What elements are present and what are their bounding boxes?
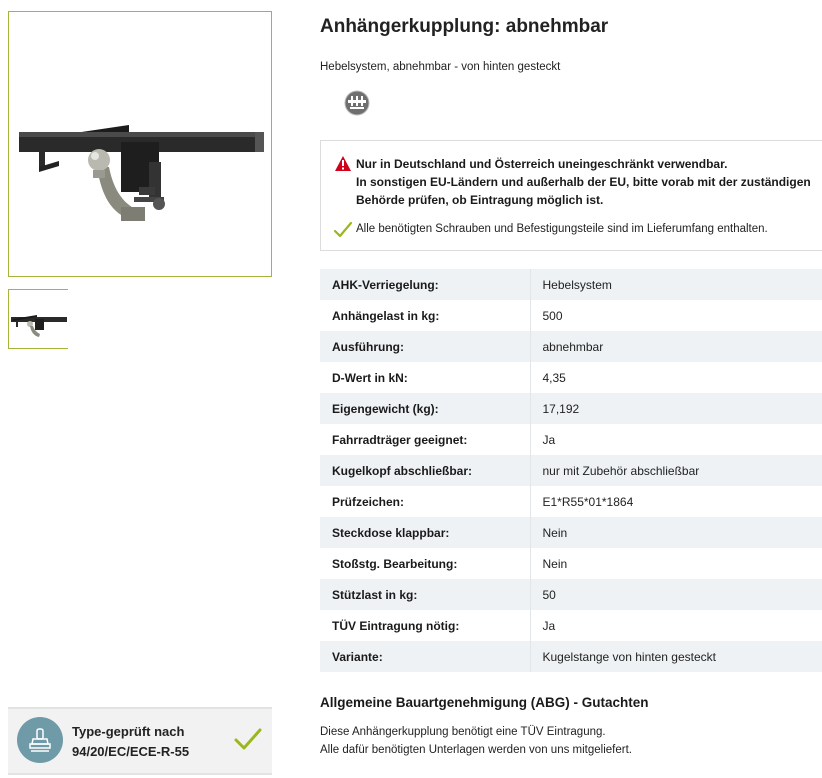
product-subtitle: Hebelsystem, abnehmbar - von hinten gesteckt	[320, 61, 561, 73]
spec-value: Ja	[530, 610, 822, 641]
check-icon	[234, 727, 262, 751]
warning-icon	[335, 156, 351, 171]
spec-label: Kugelkopf abschließbar:	[320, 455, 530, 486]
stamp-icon	[17, 717, 63, 763]
included-parts-text: Alle benötigten Schrauben und Befestigungsteile sind im Lieferumfang enthalten.	[356, 223, 768, 235]
spec-value: Kugelstange von hinten gesteckt	[530, 641, 822, 672]
specs-table	[320, 269, 822, 672]
lever-system-icon	[344, 90, 370, 116]
type-approval-text	[72, 722, 222, 762]
table-row	[320, 610, 822, 641]
towbar-product-image	[9, 12, 271, 276]
warning-line-1: Nur in Deutschland und Österreich uneingeschränkt verwendbar.	[356, 157, 728, 171]
spec-label: Fahrradträger geeignet:	[320, 424, 530, 455]
spec-value: E1*R55*01*1864	[530, 486, 822, 517]
table-row	[320, 548, 822, 579]
spec-label: Prüfzeichen:	[320, 486, 530, 517]
spec-label: Variante:	[320, 641, 530, 672]
warning-text	[356, 155, 821, 209]
table-row	[320, 331, 822, 362]
spec-label: AHK-Verriegelung:	[320, 269, 530, 300]
towbar-thumbnail-image	[9, 290, 68, 349]
check-icon	[333, 221, 353, 239]
table-row	[320, 362, 822, 393]
spec-label: Eigengewicht (kg):	[320, 393, 530, 424]
spec-label: Stoßstg. Bearbeitung:	[320, 548, 530, 579]
abg-text-line-2: Alle dafür benötigten Unterlagen werden von uns mitgeliefert.	[320, 744, 632, 756]
type-approval-line1: Type-geprüft nach	[72, 724, 185, 739]
warning-line-3: Behörde prüfen, ob Eintragung möglich ist.	[356, 193, 604, 207]
table-row	[320, 579, 822, 610]
warning-line-2: In sonstigen EU-Ländern und außerhalb der EU, bitte vorab mit der zuständigen	[356, 175, 811, 189]
spec-label: TÜV Eintragung nötig:	[320, 610, 530, 641]
spec-value: Hebelsystem	[530, 269, 822, 300]
spec-value: nur mit Zubehör abschließbar	[530, 455, 822, 486]
table-row	[320, 300, 822, 331]
table-row	[320, 455, 822, 486]
spec-value: 17,192	[530, 393, 822, 424]
table-row	[320, 641, 822, 672]
spec-value: abnehmbar	[530, 331, 822, 362]
product-thumbnail[interactable]	[8, 289, 68, 349]
table-row	[320, 486, 822, 517]
spec-value: 4,35	[530, 362, 822, 393]
spec-label: Steckdose klappbar:	[320, 517, 530, 548]
type-approval-box	[8, 707, 272, 775]
spec-label: Ausführung:	[320, 331, 530, 362]
table-row	[320, 393, 822, 424]
spec-value: 50	[530, 579, 822, 610]
spec-value: Nein	[530, 517, 822, 548]
table-row	[320, 424, 822, 455]
table-row	[320, 269, 822, 300]
abg-text-line-1: Diese Anhängerkupplung benötigt eine TÜV Eintragung.	[320, 726, 606, 738]
abg-heading: Allgemeine Bauartgenehmigung (ABG) - Gutachten	[320, 695, 649, 710]
spec-value: 500	[530, 300, 822, 331]
product-main-image[interactable]	[8, 11, 272, 277]
spec-label: Stützlast in kg:	[320, 579, 530, 610]
spec-label: Anhängelast in kg:	[320, 300, 530, 331]
notice-box	[320, 140, 822, 251]
table-row	[320, 517, 822, 548]
type-approval-line2: 94/20/EC/ECE-R-55	[72, 744, 190, 759]
product-title: Anhängerkupplung: abnehmbar	[320, 16, 609, 37]
spec-value: Ja	[530, 424, 822, 455]
spec-value: Nein	[530, 548, 822, 579]
spec-label: D-Wert in kN:	[320, 362, 530, 393]
